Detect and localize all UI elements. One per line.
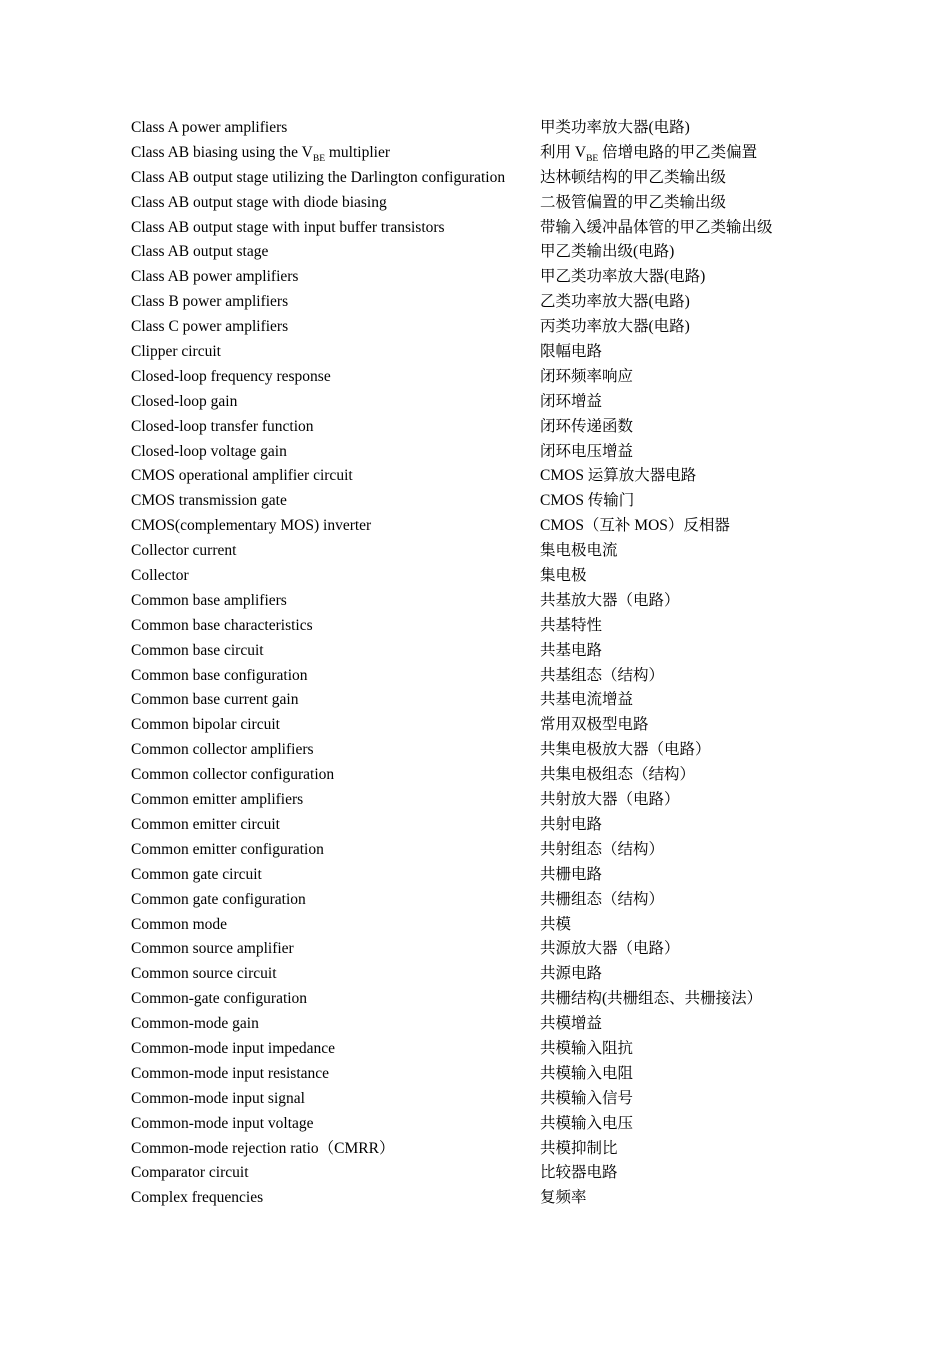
english-term: Collector [131,567,189,585]
english-term: CMOS(complementary MOS) inverter [131,517,372,535]
chinese-term: 乙类功率放大器(电路) [540,293,690,311]
glossary-row [131,464,831,489]
glossary-row [131,589,831,614]
chinese-term: 常用双极型电路 [540,716,649,734]
glossary-row [131,639,831,664]
glossary-row [131,116,831,141]
glossary-row [131,539,831,564]
glossary-row [131,987,831,1012]
english-term: Common-mode input signal [131,1089,305,1107]
english-term: Class AB output stage with diode biasing [131,193,387,211]
chinese-term: 闭环传递函数 [540,417,634,435]
glossary-row [131,415,831,440]
english-term: Class AB power amplifiers [131,268,299,286]
glossary-row [131,1161,831,1186]
english-term: Common base amplifiers [131,591,287,609]
glossary-row [131,489,831,514]
chinese-term: 共模增益 [540,1015,603,1033]
english-term: Class B power amplifiers [131,293,289,311]
english-term: Common gate configuration [131,890,306,908]
glossary-row [131,1087,831,1112]
chinese-term: 集电极 [540,567,587,585]
glossary-row [131,763,831,788]
english-term: Closed-loop transfer function [131,417,314,435]
chinese-term: 闭环增益 [540,392,603,410]
english-term: Common-mode rejection ratio（CMRR） [131,1139,395,1157]
glossary-row [131,838,831,863]
chinese-term: 共源电路 [540,965,603,983]
english-term: Common emitter amplifiers [131,791,304,809]
glossary-row [131,888,831,913]
english-term: Common source amplifier [131,940,294,958]
glossary-row [131,937,831,962]
english-term: Common base characteristics [131,616,313,634]
english-term: Closed-loop gain [131,392,238,410]
chinese-term: 共集电极组态（结构） [540,766,696,784]
chinese-term: 比较器电路 [540,1164,618,1182]
glossary-row [131,440,831,465]
english-term: Collector current [131,542,237,560]
chinese-term: 带输入缓冲晶体管的甲乙类输出级 [540,218,773,236]
chinese-term: 丙类功率放大器(电路) [540,318,690,336]
glossary-row [131,166,831,191]
chinese-term: 共栅电路 [540,865,603,883]
english-term: CMOS operational amplifier circuit [131,467,353,485]
chinese-term: 共射电路 [540,815,603,833]
glossary-list [131,116,831,1211]
chinese-term: 共栅结构(共栅组态、共栅接法） [540,990,763,1008]
english-term: Common-mode gain [131,1015,259,1033]
english-term: Closed-loop frequency response [131,367,331,385]
chinese-term: 共模输入信号 [540,1089,634,1107]
english-term: Class AB output stage utilizing the Darlington configuration [131,168,506,186]
chinese-term: 共模抑制比 [540,1139,618,1157]
glossary-row [131,141,831,166]
glossary-row [131,913,831,938]
chinese-term: CMOS 传输门 [540,492,635,510]
chinese-term: 共基组态（结构） [540,666,665,684]
glossary-row [131,614,831,639]
chinese-term: 甲乙类功率放大器(电路) [540,268,706,286]
chinese-term: 集电极电流 [540,542,618,560]
glossary-row [131,290,831,315]
glossary-row [131,390,831,415]
chinese-term: 共射组态（结构） [540,840,665,858]
english-term: Common collector configuration [131,766,335,784]
english-term: Class C power amplifiers [131,318,289,336]
english-term: Class AB output stage [131,243,269,261]
chinese-term: 共基电路 [540,641,603,659]
chinese-term [540,141,757,168]
glossary-row [131,1037,831,1062]
english-term: Common gate circuit [131,865,262,883]
glossary-row [131,863,831,888]
english-term: Common base circuit [131,641,264,659]
glossary-row [131,365,831,390]
glossary-row [131,688,831,713]
glossary-row [131,514,831,539]
english-term-text: Class AB biasing using the V [131,143,313,161]
chinese-term: 复频率 [540,1189,587,1207]
english-term-text: multiplier [325,143,391,161]
glossary-row [131,1012,831,1037]
english-term: Common-mode input resistance [131,1064,330,1082]
english-term: Common mode [131,915,228,933]
chinese-term: 共源放大器（电路） [540,940,680,958]
chinese-term: 共模输入阻抗 [540,1039,634,1057]
english-term: Common-mode input voltage [131,1114,314,1132]
english-term: Comparator circuit [131,1164,249,1182]
chinese-term: 甲类功率放大器(电路) [540,119,690,136]
chinese-term: 限幅电路 [540,343,603,361]
english-term: CMOS transmission gate [131,492,287,510]
english-term: Common bipolar circuit [131,716,280,734]
glossary-row [131,564,831,589]
chinese-term: 共基放大器（电路） [540,591,680,609]
chinese-term: CMOS（互补 MOS）反相器 [540,517,730,535]
english-term: Common-gate configuration [131,990,308,1008]
chinese-term: 共射放大器（电路） [540,791,680,809]
glossary-row [131,191,831,216]
chinese-term: 共模输入电压 [540,1114,634,1132]
glossary-row [131,1112,831,1137]
english-term: Complex frequencies [131,1189,264,1207]
english-term: Common base configuration [131,666,308,684]
chinese-term: 达林顿结构的甲乙类输出级 [540,168,727,186]
english-term: Class A power amplifiers [131,119,288,136]
glossary-row [131,664,831,689]
english-term: Common-mode input impedance [131,1039,336,1057]
chinese-term: 共集电极放大器（电路） [540,741,711,759]
glossary-row [131,738,831,763]
glossary-row [131,1137,831,1162]
english-term: Common source circuit [131,965,277,983]
chinese-term: CMOS 运算放大器电路 [540,467,697,485]
chinese-term-text: 利用 V [540,143,587,161]
glossary-row [131,962,831,987]
glossary-row [131,788,831,813]
glossary-row [131,1186,831,1211]
glossary-row [131,265,831,290]
chinese-term: 共栅组态（结构） [540,890,665,908]
english-term: Closed-loop voltage gain [131,442,287,460]
english-term: Common emitter configuration [131,840,324,858]
chinese-term: 闭环频率响应 [540,367,634,385]
chinese-term: 共模输入电阻 [540,1064,634,1082]
glossary-row [131,340,831,365]
glossary-row [131,713,831,738]
chinese-term: 共基特性 [540,616,603,634]
english-term: Clipper circuit [131,343,221,361]
chinese-term: 闭环电压增益 [540,442,634,460]
glossary-row [131,216,831,241]
english-term: Common base current gain [131,691,299,709]
english-term [131,141,390,168]
subscript: BE [586,153,599,164]
subscript: BE [312,153,325,164]
glossary-row [131,315,831,340]
glossary-row [131,240,831,265]
english-term: Common collector amplifiers [131,741,314,759]
chinese-term-text: 倍增电路的甲乙类偏置 [598,143,758,161]
english-term: Common emitter circuit [131,815,280,833]
chinese-term: 二极管偏置的甲乙类输出级 [540,193,727,211]
glossary-row [131,1062,831,1087]
chinese-term: 甲乙类输出级(电路) [540,243,675,261]
glossary-row [131,813,831,838]
english-term: Class AB output stage with input buffer transistors [131,218,445,236]
chinese-term: 共基电流增益 [540,691,634,709]
chinese-term: 共模 [540,915,572,933]
